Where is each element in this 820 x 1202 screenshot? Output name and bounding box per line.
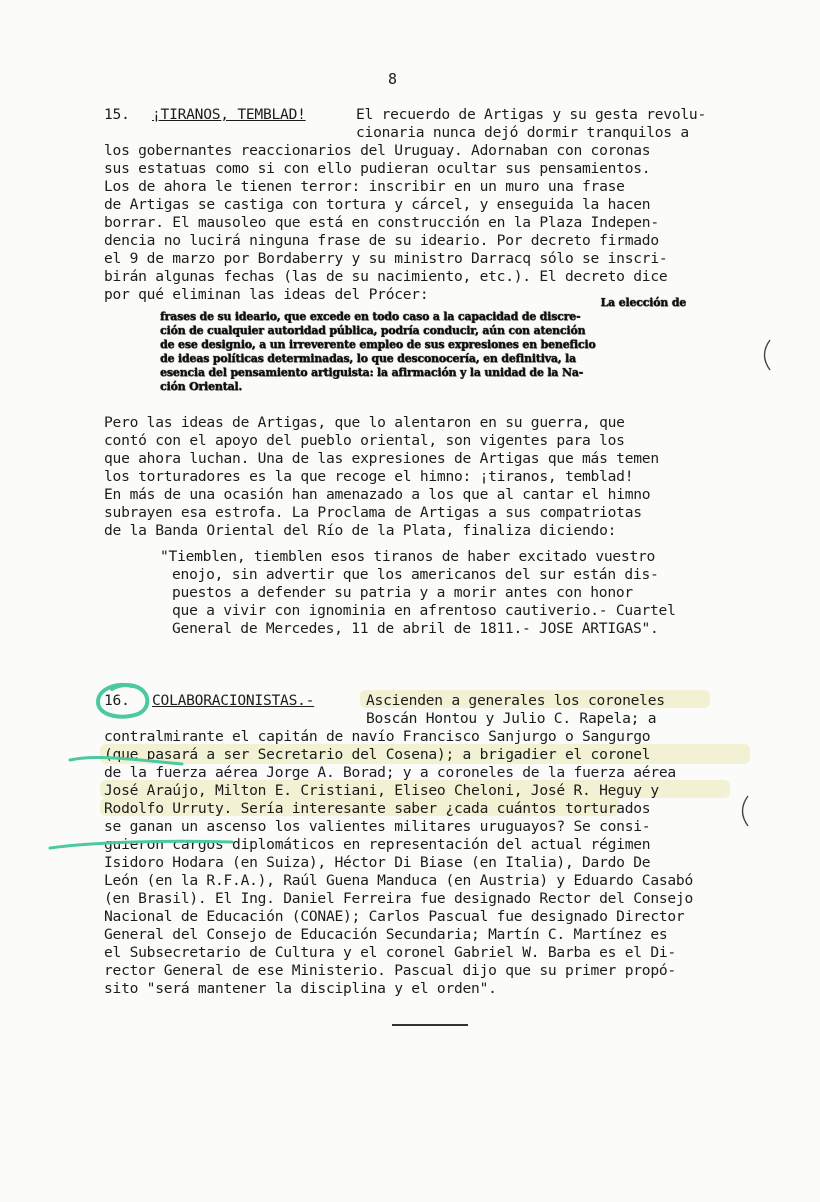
section-16-line: General del Consejo de Educación Secundaria; Martín C. Martínez es bbox=[104, 926, 668, 943]
section-16-line: Nacional de Educación (CONAE); Carlos Pascual fue designado Director bbox=[104, 908, 685, 925]
section-16-line: Ascienden a generales los coroneles bbox=[366, 692, 665, 709]
section-15-line: que ahora luchan. Una de las expresiones de Artigas que más temen bbox=[104, 450, 659, 467]
section-15-line: de la Banda Oriental del Río de la Plata, finaliza diciendo: bbox=[104, 522, 617, 539]
clipping-line: ción Oriental. bbox=[160, 380, 243, 393]
quote-line: General de Mercedes, 11 de abril de 1811.- JOSE ARTIGAS". bbox=[172, 620, 659, 637]
section-15-line: el 9 de marzo por Bordaberry y su ministro Darracq sólo se inscri- bbox=[104, 250, 668, 267]
quote-line: enojo, sin advertir que los americanos del sur están dis- bbox=[172, 566, 659, 583]
section-15-line: dencia no lucirá ninguna frase de su ideario. Por decreto firmado bbox=[104, 232, 659, 249]
section-16-line: se ganan un ascenso los valientes militares uruguayos? Se consi- bbox=[104, 818, 651, 835]
decree-clipping bbox=[156, 296, 686, 400]
page-number: 8 bbox=[388, 70, 398, 88]
clipping-line: frases de su ideario, que excede en todo caso a la capacidad de discre- bbox=[160, 310, 581, 323]
section-16-line: el Subsecretario de Cultura y el coronel Gabriel W. Barba es el Di- bbox=[104, 944, 676, 961]
section-15-line: Pero las ideas de Artigas, que lo alentaron en su guerra, que bbox=[104, 414, 625, 431]
clipping-line: de ideas políticas determinadas, lo que desconocería, en definitiva, la bbox=[160, 352, 576, 365]
clipping-line: esencia del pensamiento artiguista: la afirmación y la unidad de la Na- bbox=[160, 366, 583, 379]
section-15-number: 15. bbox=[104, 106, 130, 123]
section-16-line: José Araújo, Milton E. Cristiani, Eliseo Cheloni, José R. Heguy y bbox=[104, 782, 659, 799]
section-15-line: por qué eliminan las ideas del Prócer: bbox=[104, 286, 429, 303]
section-16-line: (en Brasil). El Ing. Daniel Ferreira fue designado Rector del Consejo bbox=[104, 890, 693, 907]
section-16-line: contralmirante el capitán de navío Francisco Sanjurgo o Sangurgo bbox=[104, 728, 651, 745]
clipping-line: La elección de bbox=[600, 296, 686, 309]
section-16-line: (que pasará a ser Secretario del Cosena); a brigadier el coronel bbox=[104, 746, 651, 763]
quote-line: que a vivir con ignominia en afrentoso cautiverio.- Cuartel bbox=[172, 602, 676, 619]
section-15-line: subrayen esa estrofa. La Proclama de Artigas a sus compatriotas bbox=[104, 504, 642, 521]
section-15-line: sus estatuas como si con ello pudieran ocultar sus pensamientos. bbox=[104, 160, 651, 177]
section-16-line: sito "será mantener la disciplina y el orden". bbox=[104, 980, 497, 997]
marker-stroke-mark bbox=[46, 832, 236, 862]
section-15-line: los gobernantes reaccionarios del Uruguay. Adornaban con coronas bbox=[104, 142, 651, 159]
clipping-line: ción de cualquier autoridad pública, podría conducir, aún con atención bbox=[160, 324, 586, 337]
section-16-line: Rodolfo Urruty. Sería interesante saber ¿cada cuántos torturados bbox=[104, 800, 651, 817]
section-15-line: los torturadores es la que recoge el himno: ¡tiranos, temblad! bbox=[104, 468, 634, 485]
quote-line: puestos a defender su patria y a morir antes con honor bbox=[172, 584, 633, 601]
section-15-line: cionaria nunca dejó dormir tranquilos a bbox=[356, 124, 689, 141]
section-15-heading: ¡TIRANOS, TEMBLAD! bbox=[152, 106, 306, 123]
marker-stroke-mark bbox=[66, 744, 186, 774]
section-16-line: guieron cargos diplomáticos en representación del actual régimen bbox=[104, 836, 651, 853]
section-16-line: León (en la R.F.A.), Raúl Guena Manduca (en Austria) y Eduardo Casabó bbox=[104, 872, 693, 889]
section-15-line: de Artigas se castiga con tortura y cárcel, y enseguida la hacen bbox=[104, 196, 651, 213]
section-15-line: contó con el apoyo del pueblo oriental, son vigentes para los bbox=[104, 432, 625, 449]
section-16-number: 16. bbox=[104, 692, 130, 709]
section-16-heading: COLABORACIONISTAS.- bbox=[152, 692, 315, 709]
closing-rule bbox=[392, 1024, 468, 1026]
margin-bracket-mark bbox=[756, 338, 776, 372]
section-16-line: Isidoro Hodara (en Suiza), Héctor Di Biase (en Italia), Dardo De bbox=[104, 854, 651, 871]
clipping-line: de ese designio, a un irreverente empleo de sus expresiones en beneficio bbox=[160, 338, 596, 351]
section-15-line: birán algunas fechas (las de su nacimiento, etc.). El decreto dice bbox=[104, 268, 668, 285]
margin-bracket-mark bbox=[734, 794, 754, 828]
section-15-line: Los de ahora le tienen terror: inscribir en un muro una frase bbox=[104, 178, 625, 195]
section-16-line: rector General de ese Ministerio. Pascual dijo que su primer propó- bbox=[104, 962, 676, 979]
section-15-line: En más de una ocasión han amenazado a los que al cantar el himno bbox=[104, 486, 651, 503]
section-16-line: de la fuerza aérea Jorge A. Borad; y a coroneles de la fuerza aérea bbox=[104, 764, 676, 781]
quote-line: "Tiemblen, tiemblen esos tiranos de haber excitado vuestro bbox=[160, 548, 656, 565]
section-15-line: borrar. El mausoleo que está en construcción en la Plaza Indepen- bbox=[104, 214, 659, 231]
section-16-line: Boscán Hontou y Julio C. Rapela; a bbox=[366, 710, 657, 727]
section-15-line: El recuerdo de Artigas y su gesta revolu- bbox=[356, 106, 706, 123]
